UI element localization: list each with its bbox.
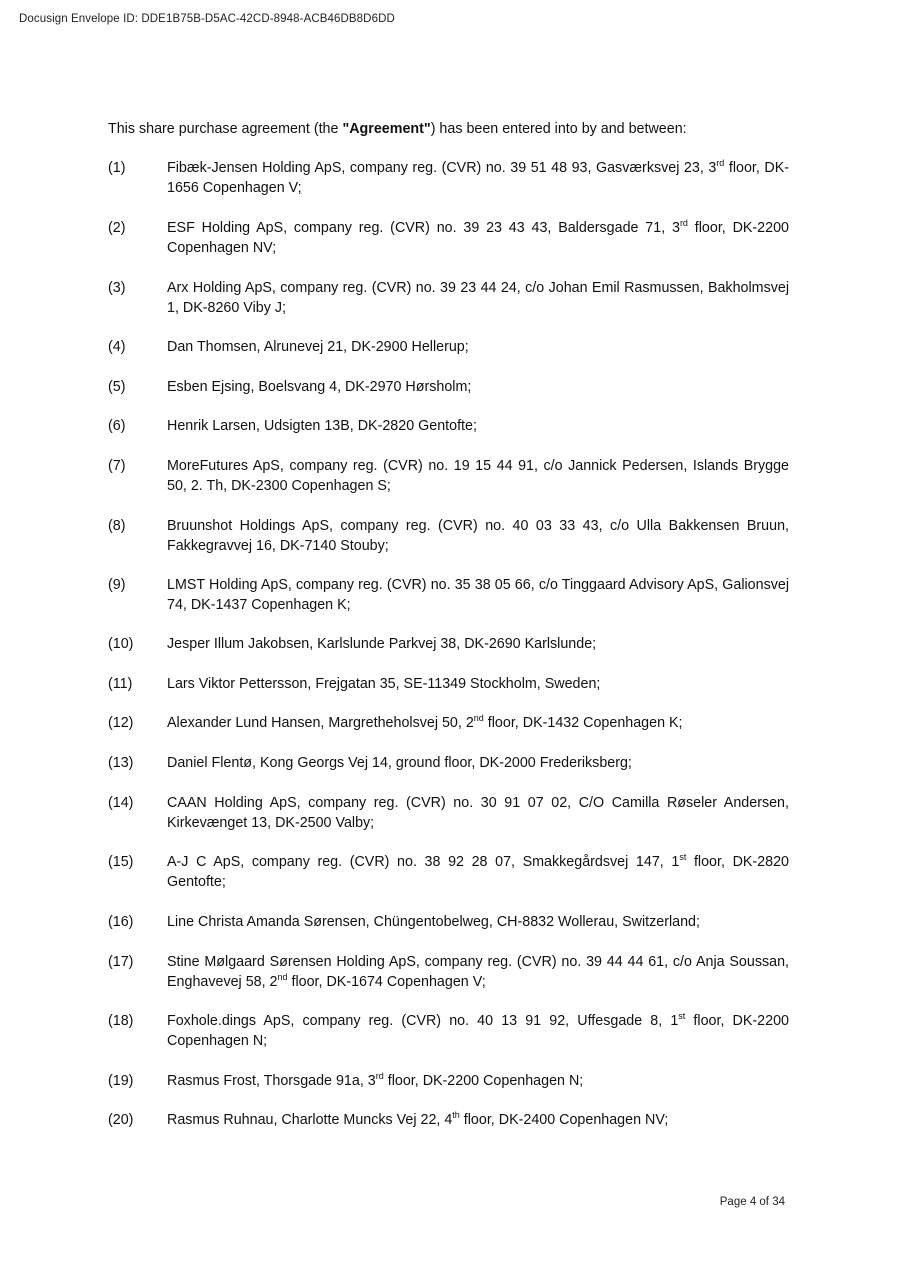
party-number: (2) [108, 220, 126, 236]
party-number: (16) [108, 914, 134, 930]
party-number: (3) [108, 280, 126, 296]
party-text: Rasmus Frost, Thorsgade 91a, 3rd floor, DK-2200 Copenhagen N; [167, 1071, 584, 1089]
party-number: (12) [108, 715, 134, 731]
party-text: Daniel Flentø, Kong Georgs Vej 14, ground floor, DK-2000 Frederiksberg; [167, 755, 632, 771]
party-text: Esben Ejsing, Boelsvang 4, DK-2970 Hørsholm; [167, 379, 472, 395]
party-text: Line Christa Amanda Sørensen, Chüngentobelweg, CH-8832 Wollerau, Switzerland; [167, 914, 700, 930]
party-number: (11) [108, 676, 133, 692]
party-number: (10) [108, 636, 134, 652]
page-number: Page 4 of 34 [719, 1196, 785, 1208]
party-number: (17) [108, 954, 134, 970]
party-number: (4) [108, 339, 126, 355]
party-number: (1) [108, 160, 126, 176]
defined-term: "Agreement" [342, 121, 431, 137]
party-text: MoreFutures ApS, company reg. (CVR) no. 19 15 44 91, c/o Jannick Pedersen, Islands Brygge 50, 2. Th, DK-2300 Copenhagen S; [167, 458, 789, 494]
party-text: Dan Thomsen, Alrunevej 21, DK-2900 Hellerup; [167, 339, 469, 355]
party-text: Lars Viktor Pettersson, Frejgatan 35, SE-11349 Stockholm, Sweden; [167, 676, 601, 692]
party-text: Rasmus Ruhnau, Charlotte Muncks Vej 22, 4th floor, DK-2400 Copenhagen NV; [167, 1110, 669, 1128]
envelope-id: Docusign Envelope ID: DDE1B75B-D5AC-42CD-8948-ACB46DB8D6DD [19, 13, 395, 25]
party-number: (14) [108, 795, 134, 811]
party-number: (20) [108, 1112, 134, 1128]
party-text: ESF Holding ApS, company reg. (CVR) no. 39 23 43 43, Baldersgade 71, 3rd floor, DK-2200 Copenhagen NV; [167, 218, 789, 256]
party-text: A-J C ApS, company reg. (CVR) no. 38 92 28 07, Smakkegårdsvej 147, 1st floor, DK-2820 Gentofte; [167, 852, 789, 890]
party-number: (9) [108, 577, 126, 593]
party-number: (6) [108, 418, 126, 434]
party-number: (13) [108, 755, 134, 771]
party-text: Bruunshot Holdings ApS, company reg. (CVR) no. 40 03 33 43, c/o Ulla Bakkensen Bruun, Fakkegravvej 16, DK-7140 Stouby; [167, 518, 789, 554]
party-number: (8) [108, 518, 126, 534]
party-number: (19) [108, 1073, 134, 1089]
party-text: Jesper Illum Jakobsen, Karlslunde Parkvej 38, DK-2690 Karlslunde; [167, 636, 597, 652]
party-text: Foxhole.dings ApS, company reg. (CVR) no. 40 13 91 92, Uffesgade 8, 1st floor, DK-2200 Copenhagen N; [167, 1011, 789, 1049]
party-text: Alexander Lund Hansen, Margretheholsvej 50, 2nd floor, DK-1432 Copenhagen K; [167, 713, 683, 731]
party-number: (18) [108, 1013, 134, 1029]
party-text: Arx Holding ApS, company reg. (CVR) no. 39 23 44 24, c/o Johan Emil Rasmussen, Bakholmsvej 1, DK-8260 Viby J; [167, 280, 789, 316]
intro-after: ) has been entered into by and between: [430, 121, 687, 137]
party-text: CAAN Holding ApS, company reg. (CVR) no. 30 91 07 02, C/O Camilla Røseler Andersen, Kirkevænget 13, DK-2500 Valby; [167, 795, 789, 831]
party-text: Fibæk-Jensen Holding ApS, company reg. (CVR) no. 39 51 48 93, Gasværksvej 23, 3rd floor, DK-1656 Copenhagen V; [167, 158, 790, 196]
party-text: Henrik Larsen, Udsigten 13B, DK-2820 Gentofte; [167, 418, 477, 434]
party-number: (7) [108, 458, 126, 474]
intro-before: This share purchase agreement (the [108, 121, 343, 137]
party-text: Stine Mølgaard Sørensen Holding ApS, company reg. (CVR) no. 39 44 44 61, c/o Anja Soussan, Enghavevej 58, 2nd floor, DK-1674 Copenhagen V; [167, 954, 789, 990]
party-text: LMST Holding ApS, company reg. (CVR) no. 35 38 05 66, c/o Tinggaard Advisory ApS, Galionsvej 74, DK-1437 Copenhagen K; [167, 577, 789, 613]
party-number: (5) [108, 379, 126, 395]
party-number: (15) [108, 854, 134, 870]
